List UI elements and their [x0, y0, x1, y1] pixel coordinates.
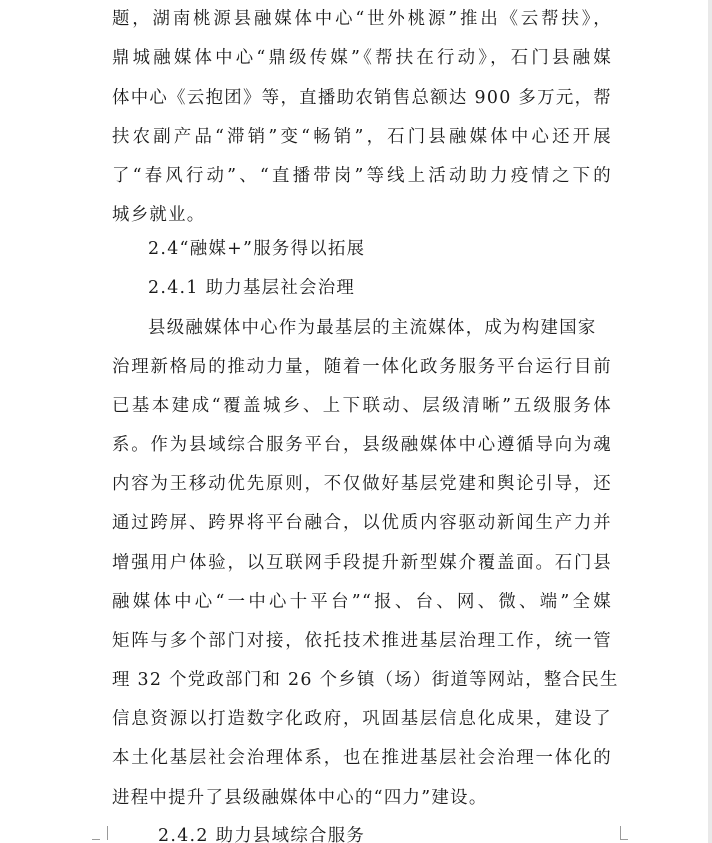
paragraph-line: 鼎城融媒体中心“鼎级传媒”《帮扶在行动》，石门县融媒: [112, 48, 612, 68]
paragraph-line: 系。作为县域综合服务平台，县级融媒体中心遵循导向为魂: [112, 435, 612, 455]
margin-corner-mark-left: [92, 839, 100, 840]
subsection-heading-2-4-2: 2.4.2 助力县域综合服务: [158, 826, 366, 843]
paragraph-line: 城乡就业。: [112, 205, 206, 225]
paragraph-line: 内容为王移动优先原则，不仅做好基层党建和舆论引导，还: [112, 474, 612, 494]
section-heading-2-4: 2.4“融媒+”服务得以拓展: [148, 239, 366, 259]
paragraph-line: 治理新格局的推动力量，随着一体化政务服务平台运行目前: [112, 357, 612, 377]
paragraph-line: 县级融媒体中心作为最基层的主流媒体，成为构建国家: [148, 318, 597, 338]
margin-corner-mark-right: [620, 826, 629, 840]
paragraph-line: 扶农副产品“滞销”变“畅销”，石门县融媒体中心还开展: [112, 127, 612, 147]
paragraph-line: 融媒体中心“一中心十平台”“报、台、网、微、端”全媒: [112, 592, 612, 612]
margin-corner-mark-left: [99, 826, 108, 840]
margin-corner-mark-right: [620, 839, 628, 840]
vertical-scrollbar[interactable]: [708, 0, 712, 843]
paragraph-line: 信息资源以打造数字化政府，巩固基层信息化成果，建设了: [112, 709, 612, 729]
paragraph-line: 体中心《云抱团》等，直播助农销售总额达 900 多万元，帮: [112, 88, 612, 108]
paragraph-line: 题，湖南桃源县融媒体中心“世外桃源”推出《云帮扶》，: [112, 9, 612, 29]
paragraph-line: 了“春风行动”、“直播带岗”等线上活动助力疫情之下的: [112, 166, 612, 186]
subsection-heading-2-4-1: 2.4.1 助力基层社会治理: [148, 278, 356, 298]
paragraph-line: 本土化基层社会治理体系，也在推进基层社会治理一体化的: [112, 748, 612, 768]
paragraph-line: 理 32 个党政部门和 26 个乡镇（场）街道等网站，整合民生: [112, 670, 619, 690]
paragraph-line: 矩阵与多个部门对接，依托技术推进基层治理工作，统一管: [112, 631, 612, 651]
paragraph-line: 进程中提升了县级融媒体中心的“四力”建设。: [112, 788, 488, 808]
paragraph-line: 已基本建成“覆盖城乡、上下联动、层级清晰”五级服务体: [112, 396, 612, 416]
paragraph-line: 增强用户体验，以互联网手段提升新型媒介覆盖面。石门县: [112, 553, 612, 573]
paragraph-line: 通过跨屏、跨界将平台融合，以优质内容驱动新闻生产力并: [112, 513, 612, 533]
